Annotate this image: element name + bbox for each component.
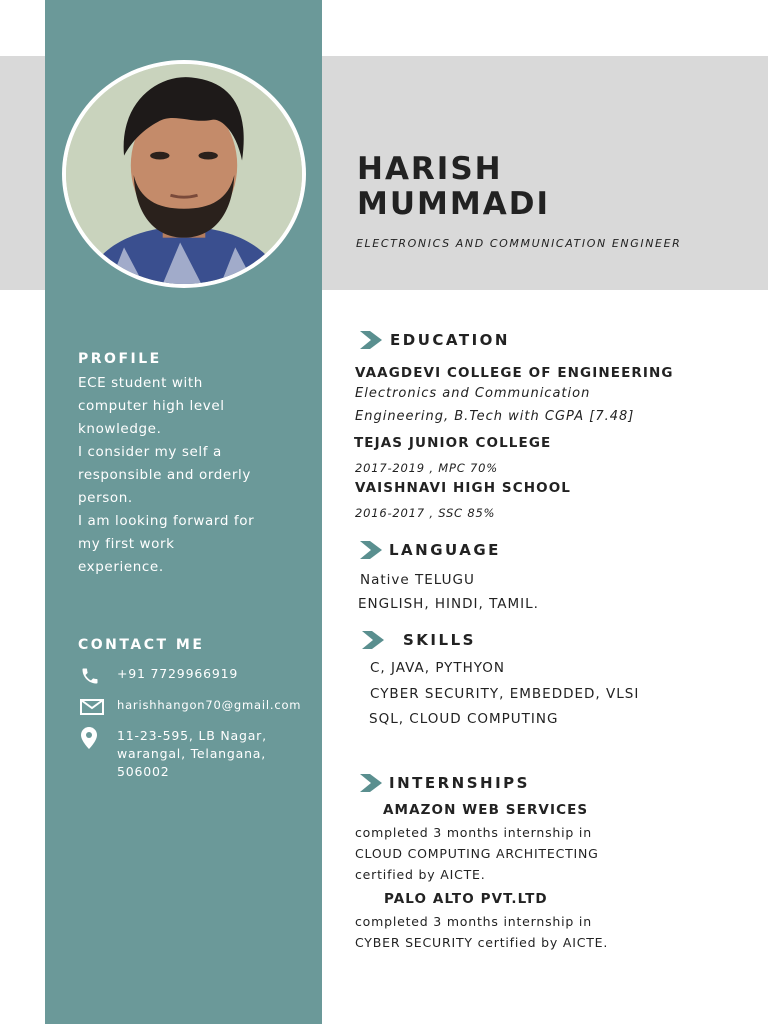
email-address[interactable]: harishhangon70@gmail.com (117, 698, 302, 712)
profile-line: computer high level (78, 398, 225, 414)
contact-heading: CONTACT ME (78, 637, 205, 653)
contact-email (80, 696, 301, 718)
location-pin-icon (80, 727, 106, 749)
skills-line: C, JAVA, PYTHYON (370, 660, 506, 676)
envelope-icon (80, 696, 106, 718)
skills-line: CYBER SECURITY, EMBEDDED, VLSI (370, 686, 640, 702)
chevron-right-icon (358, 331, 384, 349)
internships-heading (358, 774, 530, 792)
college-detail: Electronics and Communication (355, 386, 591, 401)
internship-detail: completed 3 months internship in (355, 825, 592, 840)
language-label: LANGUAGE (389, 541, 501, 559)
name-first: HARISH (357, 151, 503, 187)
internships-label: INTERNSHIPS (389, 774, 530, 792)
internship-detail: certified by AICTE. (355, 867, 486, 882)
phone-icon (80, 665, 106, 687)
person-name (357, 152, 550, 222)
school-name: VAISHNAVI HIGH SCHOOL (355, 480, 572, 496)
address-line: 11-23-595, LB Nagar, (117, 728, 267, 743)
job-title: ELECTRONICS AND COMMUNICATION ENGINEER (356, 237, 682, 250)
language-heading (358, 541, 501, 559)
internship-company: PALO ALTO PVT.LTD (384, 891, 548, 907)
profile-text (78, 372, 254, 579)
college-detail: Engineering, B.Tech with CGPA [7.48] (355, 409, 635, 424)
profile-line: I consider my self a (78, 444, 222, 460)
profile-line: experience. (78, 559, 164, 575)
contact-phone (80, 665, 238, 687)
profile-line: knowledge. (78, 421, 162, 437)
profile-line: my first work (78, 536, 175, 552)
school-detail: 2016-2017 , SSC 85% (355, 506, 496, 520)
profile-line: responsible and orderly (78, 467, 251, 483)
language-others: ENGLISH, HINDI, TAMIL. (358, 596, 539, 612)
profile-line: I am looking forward for (78, 513, 255, 529)
chevron-right-icon (358, 774, 384, 792)
chevron-right-icon (358, 541, 384, 559)
education-heading (358, 331, 510, 349)
profile-heading: PROFILE (78, 351, 162, 367)
skills-line: SQL, CLOUD COMPUTING (369, 711, 559, 727)
junior-college-name: TEJAS JUNIOR COLLEGE (354, 435, 552, 451)
profile-photo (62, 60, 306, 288)
internship-company: AMAZON WEB SERVICES (383, 802, 589, 818)
address-line: 506002 (117, 764, 170, 779)
education-label: EDUCATION (390, 331, 510, 349)
skills-heading (360, 631, 476, 649)
chevron-right-icon (360, 631, 386, 649)
college-name: VAAGDEVI COLLEGE OF ENGINEERING (355, 365, 674, 381)
internship-detail: CYBER SECURITY certified by AICTE. (355, 935, 609, 950)
junior-college-detail: 2017-2019 , MPC 70% (355, 461, 498, 475)
profile-line: ECE student with (78, 375, 203, 391)
skills-label: SKILLS (403, 631, 476, 649)
address-line: warangal, Telangana, (117, 746, 267, 761)
profile-line: person. (78, 490, 133, 506)
name-last: MUMMADI (357, 186, 550, 222)
phone-number[interactable]: +91 7729966919 (117, 666, 239, 681)
internship-detail: CLOUD COMPUTING ARCHITECTING (355, 846, 599, 861)
address-text (117, 727, 267, 781)
contact-address (80, 727, 267, 781)
language-native: Native TELUGU (360, 572, 475, 588)
internship-detail: completed 3 months internship in (355, 914, 592, 929)
